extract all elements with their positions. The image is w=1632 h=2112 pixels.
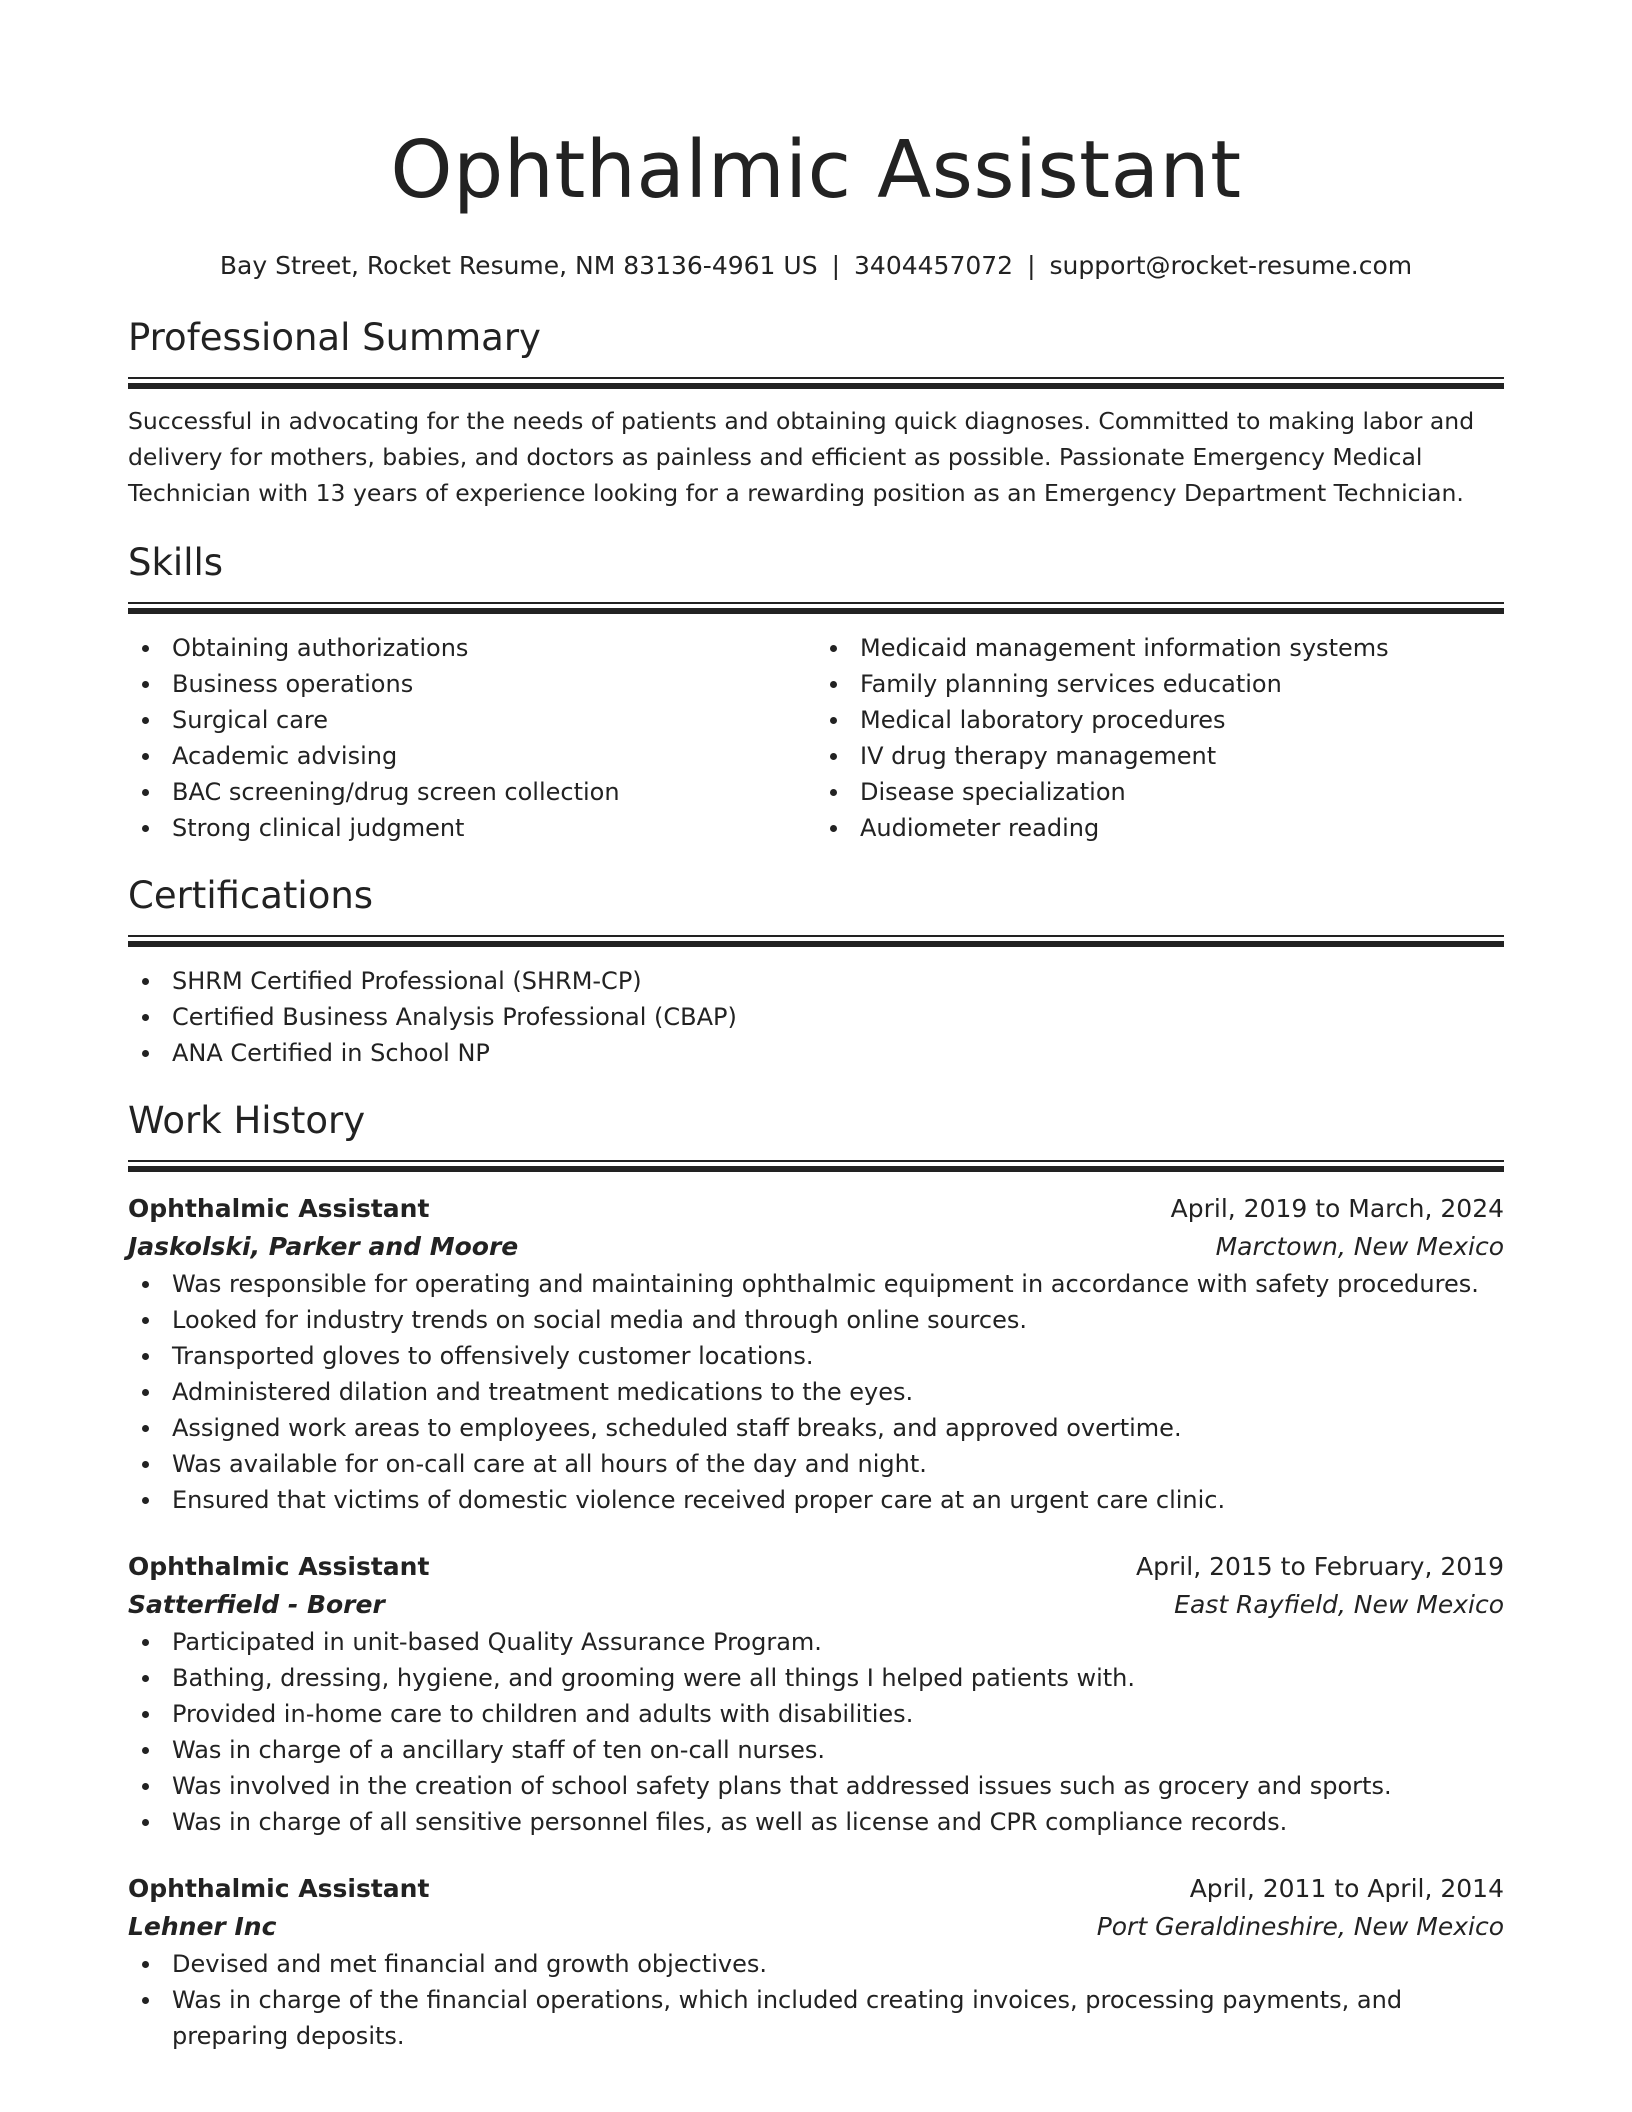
skills-list-left: [128, 630, 816, 846]
job-duty-item: Devised and met financial and growth objectives.: [172, 1946, 1504, 1982]
skill-item: Academic advising: [172, 738, 816, 774]
job-duty-item: Provided in-home care to children and adults with disabilities.: [172, 1696, 1504, 1732]
certification-item: Certified Business Analysis Professional (CBAP): [172, 999, 1504, 1035]
job-duty-item: Assigned work areas to employees, scheduled staff breaks, and approved overtime.: [172, 1410, 1504, 1446]
certification-item: ANA Certified in School NP: [172, 1035, 1504, 1071]
skill-item: Strong clinical judgment: [172, 810, 816, 846]
job-company: Jaskolski, Parker and Moore: [128, 1232, 519, 1261]
job-duty-item: Was in charge of the financial operations, which included creating invoices, processing payments, and preparing deposits.: [172, 1982, 1504, 2054]
job-location: East Rayfield, New Mexico: [1174, 1590, 1504, 1619]
job-header: [128, 1190, 1504, 1228]
job-duties-list: [128, 1266, 1504, 1518]
job-duty-item: Was in charge of a ancillary staff of ten on-call nurses.: [172, 1732, 1504, 1768]
job-duty-item: Looked for industry trends on social media and through online sources.: [172, 1302, 1504, 1338]
job-subheader: [128, 1228, 1504, 1266]
summary-section: [128, 314, 1504, 511]
job-subheader: [128, 1908, 1504, 1946]
job-dates: April, 2015 to February, 2019: [1136, 1552, 1504, 1581]
section-title-skills: Skills: [128, 541, 224, 584]
job-header: [128, 1548, 1504, 1586]
summary-text: Successful in advocating for the needs of patients and obtaining quick diagnoses. Committed to making labor and delivery for mothers, babies, and doctors as painless and efficient as possible. Passionate Emergency Medical Technician with 13 years of experience looking for a rewarding position as an Emergency Department Technician.: [128, 407, 1475, 507]
job-duty-item: Participated in unit-based Quality Assurance Program.: [172, 1624, 1504, 1660]
section-divider: [128, 935, 1504, 947]
job-company: Lehner Inc: [128, 1912, 277, 1941]
job-title: Ophthalmic Assistant: [128, 1552, 430, 1581]
job-duties-list: [128, 1624, 1504, 1840]
job-title: Ophthalmic Assistant: [128, 1194, 430, 1223]
skill-item: Medicaid management information systems: [860, 630, 1504, 666]
job-location: Marctown, New Mexico: [1215, 1232, 1504, 1261]
skill-item: Obtaining authorizations: [172, 630, 816, 666]
job-subheader: [128, 1586, 1504, 1624]
job-duties-list: [128, 1946, 1504, 2054]
section-title-work-history: Work History: [128, 1099, 366, 1142]
job-header: [128, 1870, 1504, 1908]
job-entry: [128, 1870, 1504, 2054]
job-location: Port Geraldineshire, New Mexico: [1096, 1912, 1504, 1941]
skill-item: IV drug therapy management: [860, 738, 1504, 774]
section-divider: [128, 602, 1504, 614]
job-duty-item: Was responsible for operating and maintaining ophthalmic equipment in accordance with safety procedures.: [172, 1266, 1504, 1302]
skill-item: Audiometer reading: [860, 810, 1504, 846]
certification-item: SHRM Certified Professional (SHRM-CP): [172, 963, 1504, 999]
job-dates: April, 2011 to April, 2014: [1189, 1874, 1504, 1903]
skill-item: Surgical care: [172, 702, 816, 738]
skill-item: Family planning services education: [860, 666, 1504, 702]
job-entry: [128, 1548, 1504, 1840]
section-title-certifications: Certifications: [128, 874, 374, 917]
job-title: Ophthalmic Assistant: [128, 1874, 430, 1903]
job-duty-item: Administered dilation and treatment medications to the eyes.: [172, 1374, 1504, 1410]
job-duty-item: Was involved in the creation of school safety plans that addressed issues such as grocery and sports.: [172, 1768, 1504, 1804]
skill-item: BAC screening/drug screen collection: [172, 774, 816, 810]
resume-name: Ophthalmic Assistant: [390, 124, 1242, 216]
contact-phone: 3404457072: [854, 251, 1014, 280]
skill-item: Disease specialization: [860, 774, 1504, 810]
section-divider: [128, 1160, 1504, 1172]
work-history-section: [128, 1097, 1504, 2054]
job-duty-item: Was available for on-call care at all hours of the day and night.: [172, 1446, 1504, 1482]
skill-item: Business operations: [172, 666, 816, 702]
skills-section: [128, 539, 1504, 846]
job-duty-item: Bathing, dressing, hygiene, and grooming were all things I helped patients with.: [172, 1660, 1504, 1696]
contact-email: support@rocket-resume.com: [1049, 251, 1413, 280]
job-dates: April, 2019 to March, 2024: [1170, 1194, 1504, 1223]
contact-address: Bay Street, Rocket Resume, NM 83136-4961 US: [219, 251, 818, 280]
skill-item: Medical laboratory procedures: [860, 702, 1504, 738]
job-duty-item: Was in charge of all sensitive personnel files, as well as license and CPR compliance records.: [172, 1804, 1504, 1840]
job-duty-item: Transported gloves to offensively customer locations.: [172, 1338, 1504, 1374]
section-divider: [128, 377, 1504, 389]
skills-grid: [128, 630, 1504, 846]
certifications-section: [128, 872, 1504, 1071]
contact-line: [128, 250, 1504, 282]
section-title-summary: Professional Summary: [128, 316, 541, 359]
job-entry: [128, 1190, 1504, 1518]
contact-separator: |: [1027, 251, 1036, 280]
job-duty-item: Ensured that victims of domestic violence received proper care at an urgent care clinic.: [172, 1482, 1504, 1518]
job-company: Satterfield - Borer: [128, 1590, 385, 1619]
certifications-list: [128, 963, 1504, 1071]
skills-list-right: [816, 630, 1504, 846]
contact-separator: |: [831, 251, 841, 280]
